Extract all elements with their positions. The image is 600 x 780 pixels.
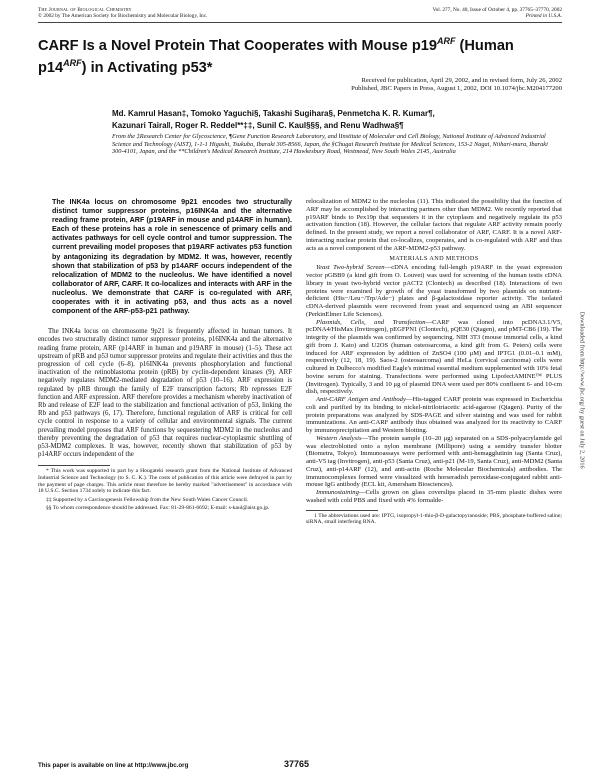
paragraph-lead: Immunostaining: [316, 489, 359, 496]
volume-line: Vol. 277, No. 40, Issue of October 4, pp. 37765–37770, 2002: [432, 7, 562, 13]
paragraph-lead: Western Analysis: [316, 434, 362, 442]
left-column: [38, 198, 292, 512]
paragraph-lead: Plasmids, Cells, and Transfection: [316, 318, 426, 326]
title-text-2: (Human p14: [38, 37, 514, 76]
section-heading: MATERIALS AND METHODS: [389, 255, 479, 263]
abbreviations-footnote: 1 The abbreviations used are: IPTG, isopropyl-1-thio-β-D-galactopyranoside; PBS, phosphate-buffered saline; siRNA, small interfering RNA.: [306, 512, 562, 526]
header-divider: [38, 22, 562, 23]
footnote: ‡‡ Supported by a Carcinogenesis Fellowship from the New South Wales Cancer Council.: [46, 496, 249, 503]
received-dates: [162, 77, 562, 92]
paragraph-text: —His-tagged CARF protein was expressed in Escherichia coli and purified by its binding to nickel-nitrilotriacetic acid-agarose (Qiagen). Purity of the protein preparations was analyzed by SDS-PAGE and silver staining and was used for rabbit immunizations. An anti-CARF antibody thus obtained was analyzed for its reactivity to CARF by immunoprecipitation and Western blotting.: [306, 396, 563, 434]
footer-url-note: This paper is available on line at http://www.jbc.org: [38, 762, 189, 769]
introduction-paragraph: The INK4a locus on chromosome 9p21 is frequently affected in human tumors. It encodes two structurally distinct tumor suppressor proteins, p16INK4a and the alternative reading frame protein, ARF (p14ARF in human and p19ARF in mouse) (1–5). These act upstream of pRB and p53 tumor suppressor proteins and regulate their activities and thus the progression of cell cycle (6–8). p16INK4a prevents phosphorylation and functional inactivation of the retinoblastoma protein (pRB) by cyclin-dependent kinases (9). ARF negatively regulates MDM2-mediated degradation of p53 (10–16). ARF expression is regulated by pRB through the family of E2F transcription factors; Rb represses E2F function and ARF expression. ARF therefore provides a mechanism whereby inactivation of Rb and release of E2F lead to the stabilization and functional activation of p53, linking the Rb and p53 pathways (6, 17). Therefore, functional regulation of ARF is critical for cell cycle control in response to a variety of cellular and environmental signals. The current prevailing model proposes that ARF functions by sequestering MDM2 in the nucleolus and thereby preventing the degradation of p53 that requires nuclear-cytoplasmic shuttling of p53-MDM2 complexes. It was, however, recently shown that stabilization of p53 by p14ARF occurs independent of the: [38, 328, 292, 459]
paragraph-text: —cDNA encoding full-length p19ARF in the yeast expression vector pGBB9 (a kind gift from O. Louvet) was used for screening of the human testis cDNA library in yeast two-hybrid vector pACT2 (Clontech) as described (18). Interactions of two proteins were examined by growth of the yeast transformed by two plasmids on nutrient-deficient (His−/Leu−/Trp/Ade−) plates and β-galactosidase reporter activity. The isolated cDNA-derived plasmids were recovered from yeast and sequenced using an ABI sequencer (PerkinElmer Life Sciences).: [306, 264, 562, 318]
paragraph-lead: Yeast Two-hybrid Screen: [316, 264, 385, 272]
title-sup-2: ARF: [63, 57, 82, 68]
page-number: 37765: [284, 759, 310, 769]
methods-paragraph: [306, 396, 562, 435]
footnote-divider: [306, 510, 378, 511]
methods-paragraph: [306, 319, 562, 397]
title-text-1: CARF Is a Novel Protein That Cooperates with Mouse p19: [38, 37, 437, 54]
abstract: The INK4a locus on chromosome 9p21 encodes two structurally distinct tumor suppressor proteins, p16INK4a and the alternative reading frame protein, ARF (p19ARF in mouse and p14ARF in human). Each of these proteins has a role in senescence of primary cells and activates pathways for cell cycle control and tumor suppression. The current prevailing model proposes that p19ARF activates p53 function by antagonizing its degradation by MDM2. It was, however, recently shown that stabilization of p53 by p14ARF occurs independent of the relocalization of MDM2 to the nucleolus. We have identified a novel collaborator of ARF, CARF. It co-localizes and interacts with ARF in the nucleolus. We demonstrate that CARF is co-regulated with ARF, cooperates with it in activating p53, and thus acts as a novel component of the ARF-p53-p21 pathway.: [52, 198, 292, 316]
published-line: Published, JBC Papers in Press, August 1, 2002, DOI 10.1074/jbc.M204177200: [351, 84, 562, 92]
paragraph-text: —Cells grown on glass coverslips placed in 35-mm plastic dishes were washed with cold PBS and fixed with 4% formalde-: [306, 489, 562, 504]
methods-paragraph: [306, 264, 562, 318]
methods-paragraph: [306, 435, 562, 489]
authors-line-1: Md. Kamrul Hasan‡, Tomoko Yaguchi§, Takashi Sugihara§, Penmetcha K. R. Kumar¶,: [112, 109, 435, 118]
article-title: [38, 33, 562, 77]
received-line: Received for publication, April 29, 2002, and in revised form, July 26, 2002: [361, 77, 562, 84]
methods-paragraph: [306, 489, 562, 505]
printed-line: Printed in U.S.A.: [525, 13, 562, 20]
download-watermark: Downloaded from http://www.jbc.org/ by guest on July 2, 2016: [578, 311, 586, 469]
authors-line-2: Kazunari Taira‖, Roger R. Reddel**‡‡, Sunil C. Kaul§§§, and Renu Wadhwa§¶: [112, 120, 404, 130]
right-column: [306, 198, 562, 526]
footnote-divider: [38, 465, 110, 466]
paragraph-text: —The protein sample (10–20 μg) separated on a SDS-polyacrylamide gel was electroblotted onto a nylon membrane (Millipore) using a semidry transfer blotter (Biometra, Tokyo). Immunoassays were performed with anti-hemagglutinin tag (Santa Cruz), anti-V5 tag (Invitrogen), anti-p53 (Santa Cruz), anti-p21 (M-19, Santa Cruz), anti-MDM2 (Santa Cruz), anti-p14ARF (12), and anti-actin (Roche Molecular Biochemicals) antibodies. The immunocomplexes formed were visualized with horseradish peroxidase-conjugated rabbit anti-mouse IgG antibody (ECL kit, Amersham Biosciences).: [306, 434, 563, 489]
paragraph-text: —CARF was cloned into pcDNA3.1/V5, pcDNA4/HisMax (Invitrogen), pEGFPN1 (Clontech), pQE30 (Qiagen), and pMT-CB6 (19). The integrity of the plasmids was confirmed by sequencing. NIH 3T3 (mouse immortal cells, a kind gift from J. Kato) and U2OS (human osteosarcoma, a kind gift from G. Peters) cells were induced for ARF expression by addition of ZnSO4 (100 μM) and IPTG1 (0.01–0.1 mM), respectively (12, 18, 19). Saos-2 (osteosarcoma) and HeLa (cervical carcinoma) cells were cultured in Dulbecco's modified Eagle's minimal essential medium supplemented with 10% fetal bovine serum for staining. Transfections were performed using LipofectAMINE™ PLUS (Invitrogen). Typically, 3 and 10 μg of plasmid DNA were used per 80% confluent 6- and 10-cm dish, respectively.: [306, 318, 563, 396]
footnote: §§ To whom correspondence should be addressed. Fax: 81-29-861-6692; E-mail: s-kaul@aist.go.jp.: [46, 505, 270, 512]
intro-continued: relocalization of MDM2 to the nucleolus (11). This indicated the possibility that the function of ARF may be accomplished by interacting partners other than MDM2. We recently reported that p19ARF binds to Pex19p that sequesters it in the cytoplasm and negatively regulate its p53 activation function (18). However, the cellular factors that regulate ARF activity remain poorly defined. In the present study, we report a novel collaborator of ARF, CARF. It is a novel ARF-interacting nuclear protein that co-localizes, cooperates, and is co-regulated with ARF and thus acts as a novel component of the ARF-MDM2-p53 pathway.: [306, 198, 562, 252]
running-header-right: [432, 7, 562, 19]
copyright-line: © 2002 by The American Society for Biochemistry and Molecular Biology, Inc.: [38, 13, 208, 20]
title-text-3: ) in Activating p53*: [81, 59, 213, 76]
journal-name: The Journal of Biological Chemistry: [38, 7, 132, 13]
title-sup-1: ARF: [436, 36, 456, 46]
paragraph-lead: Anti-CARF Antigen and Antibody: [316, 396, 406, 403]
affiliations: From the ‡Research Center for Glycoscience, ¶Gene Function Research Laboratory, and ‖Institute of Molecular and Cell Biology, National Institute of Advanced Industrial Science and Technology (AIST), 1-1-1 Higashi, Tsukuba, Ibaraki 305-8566, Japan, the §Chugai Research Institute for Medical Sciences, 153-2 Nagai, Niihari-mura, Ibaraki 300-4101, Japan, and the **Children's Medical Research Institute, 214 Hawkesbury Road, Westmead, New South Wales 2145, Australia: [112, 133, 548, 156]
running-header-left: [38, 7, 207, 19]
footnote: * This work was supported in part by a Hougateki research grant from the National Institute of Advanced Industrial Science and Technology (to S. C. K.). The costs of publication of this article were defrayed in part by the payment of page charges. This article must therefore be hereby marked "advertisement" in accordance with 18 U.S.C. Section 1734 solely to indicate this fact.: [38, 468, 292, 495]
author-list: [112, 108, 552, 131]
